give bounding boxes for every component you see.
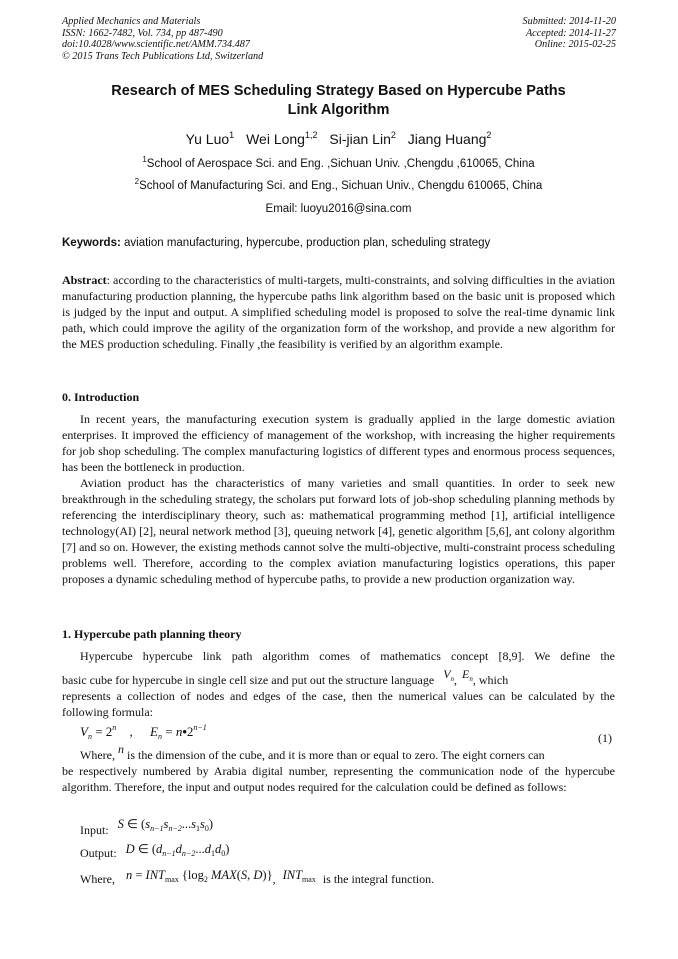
author: Wei Long$^{1,2}$ bbox=[246, 130, 318, 147]
paragraph-line: basic cube for hypercube in single cell size and put out the structure language $V_n$, $E_n$, which bbox=[62, 667, 509, 687]
abstract bbox=[62, 272, 615, 352]
title-line-2: Link Algorithm bbox=[287, 102, 390, 118]
doi: doi:10.4028/www.scientific.net/AMM.734.487 bbox=[62, 39, 250, 50]
paragraph: represents a collection of nodes and edges of the case, then the numerical values can be calculated by the following formula: bbox=[62, 689, 615, 719]
title-line-1: Research of MES Scheduling Strategy Based on Hypercube Paths bbox=[111, 83, 566, 99]
math-en: $E_n$ bbox=[462, 667, 473, 683]
submitted-date: Submitted: 2014-11-20 bbox=[522, 16, 616, 27]
affiliation: $^1$School of Aerospace Sci. and Eng. ,Sichuan Univ. ,Chengdu ,610065, China bbox=[142, 155, 535, 170]
email: Email: luoyu2016@sina.com bbox=[265, 203, 412, 215]
section-heading: 0. Introduction bbox=[62, 390, 140, 404]
math-n: n bbox=[117, 742, 124, 756]
accepted-date: Accepted: 2014-11-27 bbox=[525, 27, 616, 39]
math-vn: $V_n$ bbox=[443, 667, 455, 683]
paper-title bbox=[62, 82, 615, 120]
paragraph-line: Where, n is the dimension of the cube, and it is more than or equal to zero. The eight corners can bbox=[80, 742, 545, 762]
input-definition: Input: S ∈ $(s_{n-1}s_{n-2}...s_1s_0)$ bbox=[80, 817, 214, 837]
keywords-label: Keywords: bbox=[62, 237, 121, 249]
author-list bbox=[62, 130, 615, 148]
author: Si-jian Lin$^2$ bbox=[329, 130, 396, 147]
keywords: Keywords: aviation manufacturing, hypercube, production plan, scheduling strategy bbox=[62, 237, 491, 249]
dates-info bbox=[523, 16, 616, 51]
journal-name: Applied Mechanics and Materials bbox=[62, 16, 201, 27]
copyright: © 2015 Trans Tech Publications Ltd, Switzerland bbox=[62, 50, 264, 62]
abstract-label: Abstract bbox=[62, 273, 107, 287]
paragraph: be respectively numbered by Arabia digital number, representing the communication node of the hypercube algorithm. Therefore, the input and output nodes required for the calculation could be defined as follows: bbox=[62, 764, 615, 794]
journal-info bbox=[62, 16, 263, 62]
issn: ISSN: 1662-7482, Vol. 734, pp 487-490 bbox=[62, 27, 223, 39]
output-definition: Output: D ∈ $(d_{n-1}d_{n-2}...d_1d_0)$ bbox=[80, 842, 230, 860]
section-heading: 1. Hypercube path planning theory bbox=[62, 627, 242, 641]
equation-1: $V_n = 2^n$ , $E_n$ = $n•2^{n-1}$ bbox=[80, 723, 207, 741]
online-date: Online: 2015-02-25 bbox=[534, 39, 616, 50]
where-definition: Where, $n = INT_{max}$ {$\log_2$ MAX(S, D)}, $INT_{max}$ is the integral function. bbox=[80, 868, 435, 886]
paragraph: In recent years, the manufacturing execution system is gradually applied in the large domestic aviation enterprises. It improved the efficiency of management of the workshop, with increasing the higher requirements for job shop scheduling. The complex manufacturing logistics of different types and enormous process sequences, has been the bottleneck in production. bbox=[62, 412, 615, 474]
abstract-text: : according to the characteristics of multi-targets, multi-constraints, and solving difficulties in the aviation manufacturing production planning, the hypercube paths link algorithm based on the basic unit is proposed which is judged by the input and output. A simplified scheduling model is proposed to solve the real-time dynamic link path, which could improve the agility of the organization form of the workshop, and provide a new algorithm for the MES production scheduling. Finally ,the feasibility is verified by an algorithm example. bbox=[62, 273, 615, 351]
paragraph: Aviation product has the characteristics of many varieties and small quantities. In order to seek new breakthrough in the scheduling strategy, the scholars put forward lots of job-shop scheduling planning methods by referencing the interdisciplinary theory, such as: mathematical programming method [1], artificial intelligence technology(AI) [2], neural network method [3], queuing network [4], genetic algorithm [5,6], ant colony algorithm [7] and so on. However, the existing methods cannot solve the multi-objective, multi-constraint process scheduling problems well. Therefore, according to the complex aviation manufacturing logistics operations, this paper proposes a dynamic scheduling method of hypercube paths, to provide a new production organization way. bbox=[62, 476, 615, 586]
affiliation: $^2$School of Manufacturing Sci. and Eng., Sichuan Univ., Chengdu 610065, China bbox=[134, 177, 543, 192]
equation-number: (1) bbox=[598, 731, 612, 745]
paragraph-line: Hypercube hypercube link path algorithm comes of mathematics concept [8,9]. We define the bbox=[80, 649, 615, 663]
author: Yu Luo$^1$ bbox=[185, 130, 235, 147]
author: Jiang Huang$^2$ bbox=[407, 130, 492, 147]
